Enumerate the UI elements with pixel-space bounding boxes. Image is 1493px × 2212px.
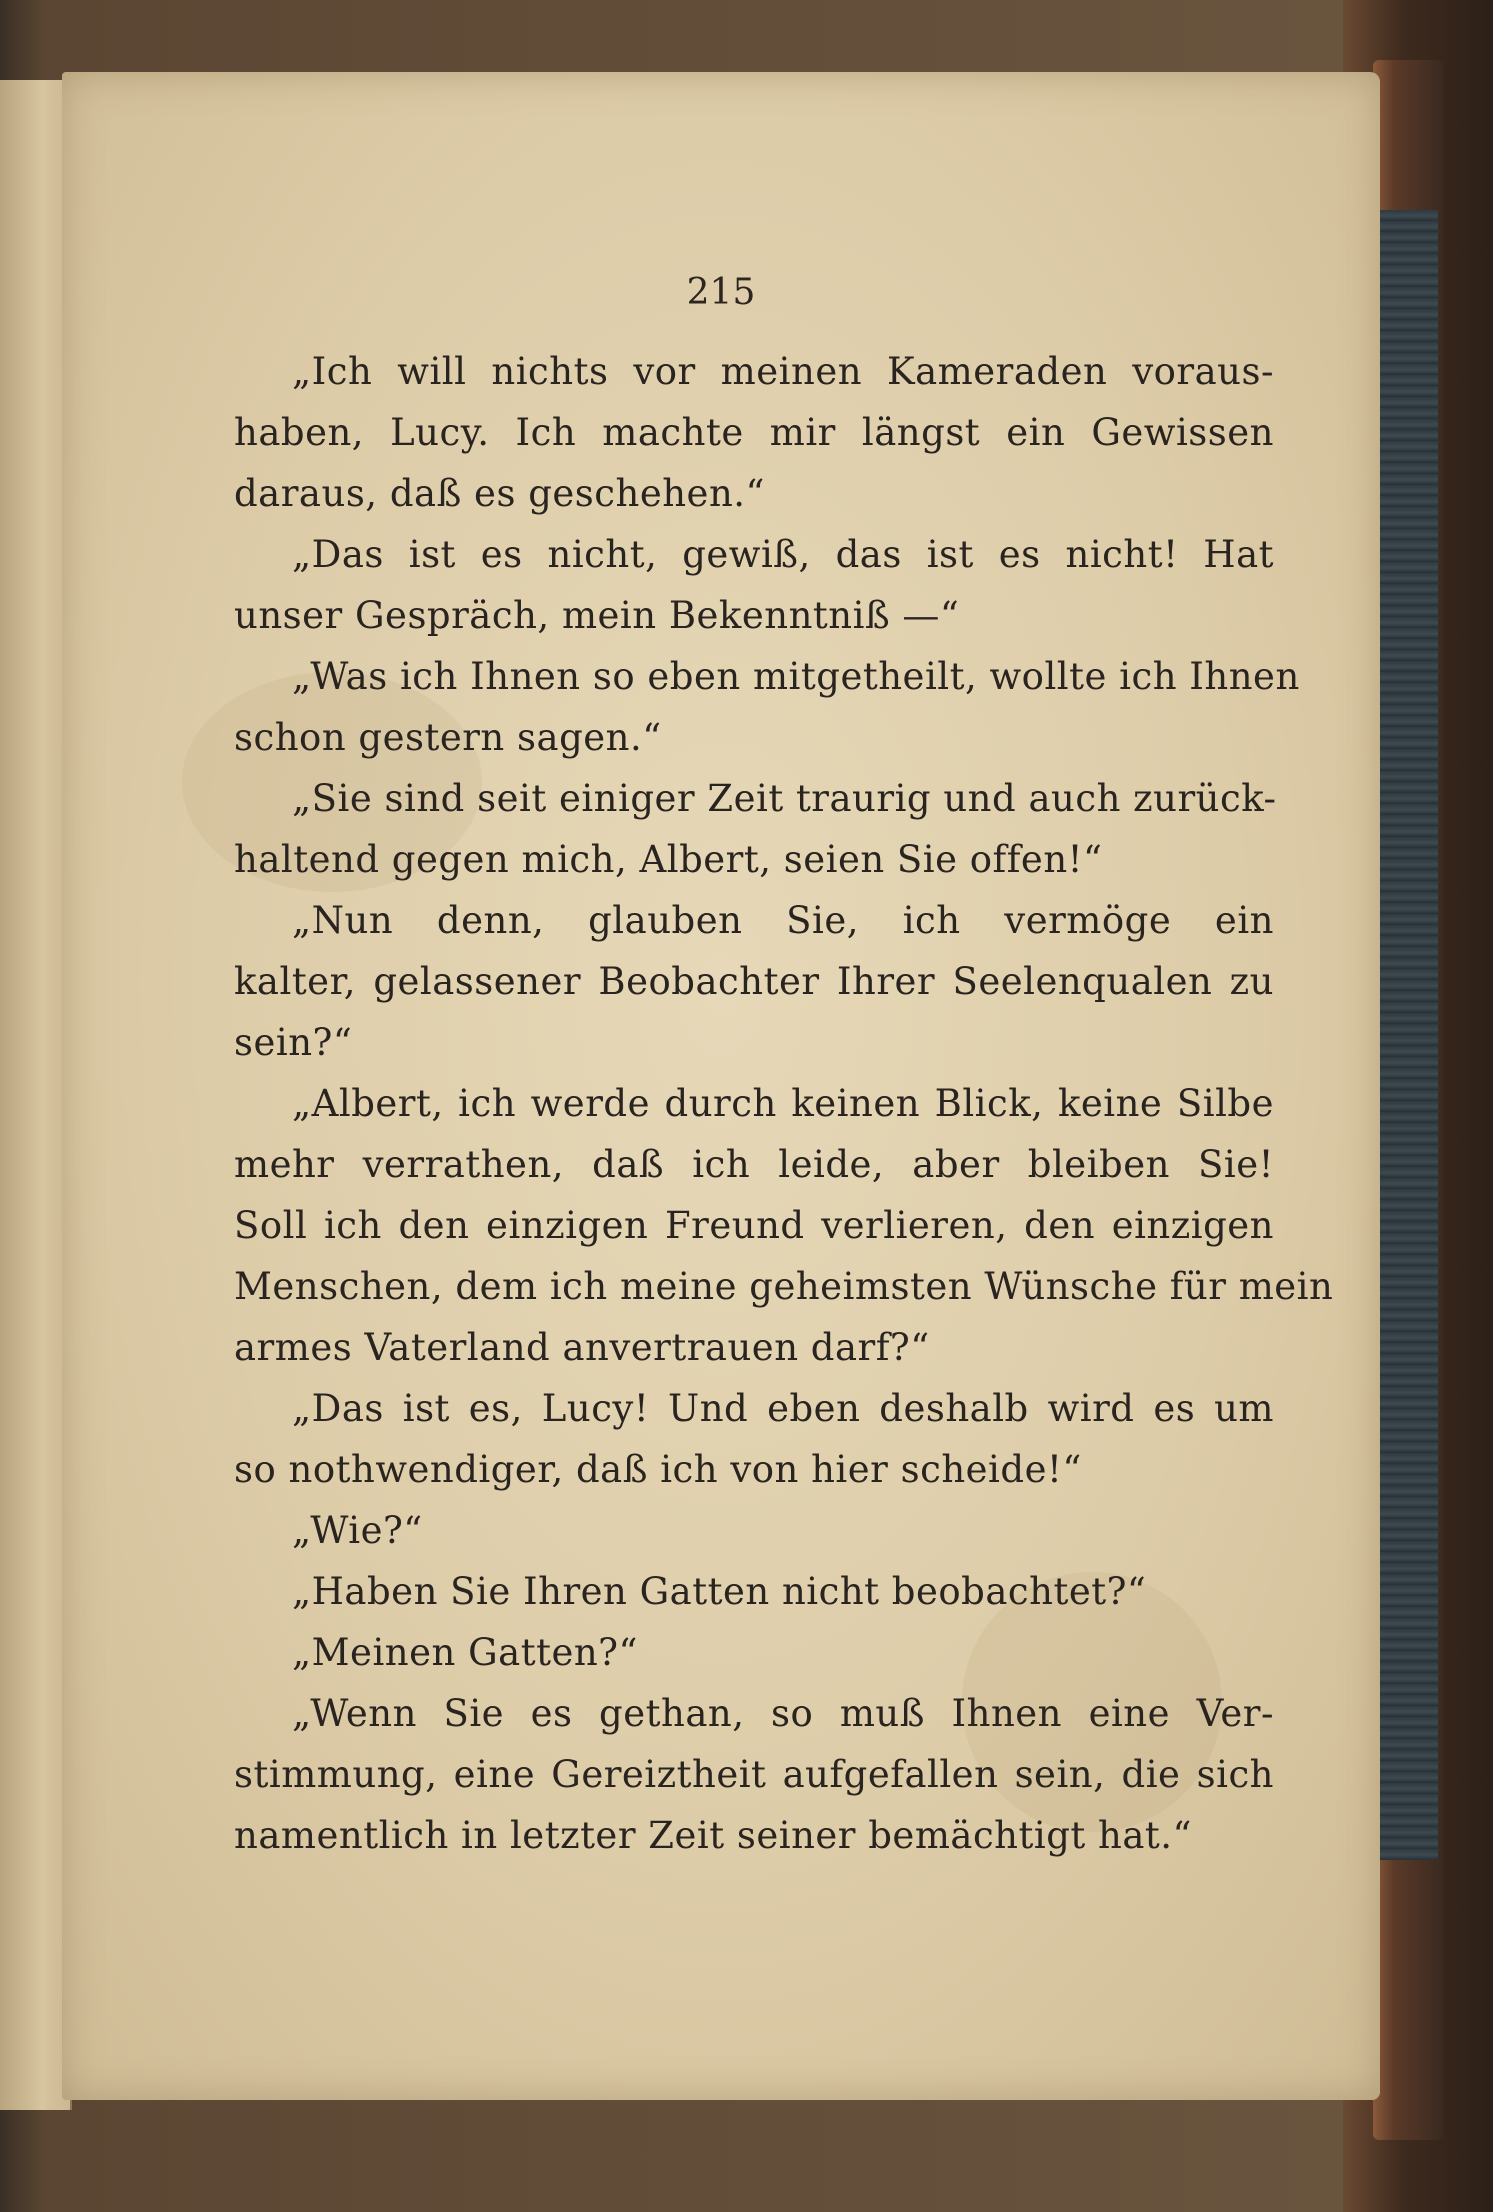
text-line: stimmung, eine Gereiztheit aufgefallen sein, die sich: [234, 1753, 1274, 1796]
text-line: unser Gespräch, mein Bekenntniß —“: [234, 594, 960, 637]
text-line: schon gestern sagen.“: [234, 716, 662, 759]
text-line: „Sie sind seit einiger Zeit traurig und auch zurück-: [292, 777, 1277, 820]
text-line: „Wie?“: [292, 1509, 423, 1552]
text-line: armes Vaterland anvertrauen darf?“: [234, 1326, 930, 1369]
text-line: „Wenn Sie es gethan, so muß Ihnen eine Ver-: [292, 1692, 1274, 1735]
text-line: „Nun denn, glauben Sie, ich vermöge ein: [292, 899, 1274, 942]
book-page: [62, 72, 1380, 2100]
text-line: „Das ist es nicht, gewiß, das ist es nicht! Hat: [292, 533, 1274, 576]
text-line: Soll ich den einzigen Freund verlieren, den einzigen: [234, 1204, 1274, 1247]
text-line: „Haben Sie Ihren Gatten nicht beobachtet?“: [292, 1570, 1147, 1613]
text-line: namentlich in letzter Zeit seiner bemächtigt hat.“: [234, 1814, 1192, 1857]
text-line: kalter, gelassener Beobachter Ihrer Seelenqualen zu: [234, 960, 1274, 1003]
text-line: haltend gegen mich, Albert, seien Sie offen!“: [234, 838, 1103, 881]
text-line: so nothwendiger, daß ich von hier scheide!“: [234, 1448, 1082, 1491]
text-line: „Das ist es, Lucy! Und eben deshalb wird es um: [292, 1387, 1274, 1430]
text-line: „Ich will nichts vor meinen Kameraden voraus-: [292, 350, 1274, 393]
text-line: „Was ich Ihnen so eben mitgetheilt, wollte ich Ihnen: [292, 655, 1300, 698]
text-line: mehr verrathen, daß ich leide, aber bleiben Sie!: [234, 1143, 1274, 1186]
text-line: Menschen, dem ich meine geheimsten Wünsche für mein: [234, 1265, 1334, 1308]
text-line: daraus, daß es geschehen.“: [234, 472, 765, 515]
page-number: 215: [686, 272, 756, 313]
text-line: haben, Lucy. Ich machte mir längst ein Gewissen: [234, 411, 1274, 454]
text-line: sein?“: [234, 1021, 353, 1064]
text-line: „Albert, ich werde durch keinen Blick, keine Silbe: [292, 1082, 1274, 1125]
cover-cloth-strip: [1378, 210, 1438, 1860]
text-line: „Meinen Gatten?“: [292, 1631, 638, 1674]
